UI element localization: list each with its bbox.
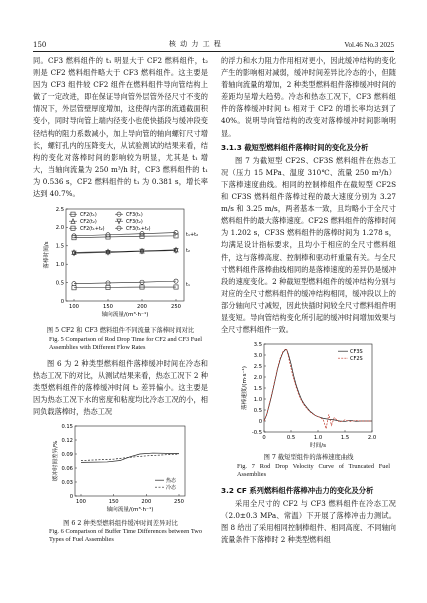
- legend-label: CF2(t₁): [79, 213, 97, 219]
- figure-6-chart: [41, 422, 201, 518]
- figure-6-caption-en: Fig. 6 Comparison of Buffer Time Differences between Two Types of Fuel Assemblies: [49, 528, 202, 544]
- legend-label: CF3(t₁+t₂): [125, 227, 151, 233]
- y-axis-label: 落棒速度/(m·s⁻¹): [241, 366, 248, 411]
- y-tick-label: 0: [60, 298, 64, 305]
- legend-label: CF3S: [349, 349, 363, 356]
- journal-name: 核 动 力 工 程: [168, 40, 222, 48]
- series-line: [74, 236, 176, 238]
- y-tick-label: 2.0: [55, 225, 64, 232]
- figure-5-caption-cn: 图 5 CF2 和 CF3 燃料组件不同流量下落棒时间对比: [46, 327, 195, 335]
- figure-5-caption-en: Fig. 5 Comparison of Rod Drop Time for CF2 and CF3 Fuel Assemblies with Different Flow Rates: [49, 335, 202, 351]
- figure-7-caption-cn: 图 7 截短型组件的落棒速度曲线: [263, 454, 354, 462]
- x-axis-label: 轴向流量/(m³·h⁻¹): [106, 507, 153, 513]
- legend-label: CF2(t₁+t₂): [79, 227, 105, 233]
- volume-issue: Vol.46 No.3 2025: [344, 41, 394, 49]
- figure-5-chart: [36, 203, 206, 325]
- x-tick-label: 150: [108, 499, 119, 505]
- legend-label: CF3(t₂): [125, 220, 143, 226]
- y-tick-label: 0.12: [60, 437, 73, 444]
- page-number: 150: [33, 41, 47, 49]
- x-tick-label: 250: [170, 304, 181, 311]
- x-tick-label: 1.5: [340, 435, 349, 442]
- y-tick-label: 1.5: [253, 385, 262, 392]
- x-tick-label: 200: [136, 304, 147, 311]
- y-tick-label: 1.5: [55, 243, 64, 250]
- legend-label: 热态: [165, 478, 176, 484]
- y-tick-label: 0.5: [55, 280, 64, 287]
- legend-label: CF3(t₁): [125, 213, 143, 219]
- right-column: [221, 55, 396, 546]
- left-column: [33, 55, 208, 550]
- section-heading-3-1-3: 3.1.3 截短型燃料组件落棒时间的变化及分析: [221, 142, 369, 152]
- figure-7-caption-en: Fig. 7 Rod Drop Velocity Curve of Truncated Fuel Assemblies: [237, 462, 390, 478]
- figure-6-caption-cn: 图 6 2 种类型燃料组件缓冲时间差异对比: [63, 520, 178, 527]
- y-tick-label: 0: [69, 493, 73, 500]
- y-tick-label: 0: [258, 418, 262, 425]
- figure-7-chart: [234, 340, 384, 452]
- legend-label: CF2S: [349, 356, 363, 363]
- y-axis-label: 缓冲时间差异/%: [52, 440, 59, 482]
- y-tick-label: 1.0: [253, 396, 262, 403]
- y-tick-label: 0.15: [60, 423, 73, 430]
- body-paragraph: 图 7 为截短型 CF2S、CF3S 燃料组件在热态工况（压力 15 MPa、温度 310℃、流量 250 m³/h）下落棒速度曲线。相同的控制棒组件在截短型 CF2S 和 CF3S 燃料组件落棒过程的最大速度分别为 3.27 m/s 和 3.25 m/s，两者基本一致，且均略小于全尺寸燃料组件的最大落棒速度。CF2S 燃料组件的落棒时间为 1.202 s，CF3S 燃料组件的落棒时间为 1.278 s，均满足设计指标要求，且均小于相应的全尺寸燃料组件，这与落棒高度、控制棒和驱动杆重量有关。与全尺寸燃料组件落棒曲线相同的是落棒速度的差异仍是缓冲段的速度变化。2 种截短型燃料组件的缓冲结构分别与对应的全尺寸燃料组件的缓冲结构相同，缓冲段以上的部分轴向尺寸减短，因此快插时间较全尺寸燃料组件明显变短。导向管结构变化所引起的缓冲时间增加效果与全尺寸燃料组件一致。: [221, 155, 396, 335]
- section-heading-3-2: 3.2 CF 系列燃料组件落棒冲击力的变化及分析: [221, 485, 374, 495]
- series-line: [74, 233, 176, 236]
- x-tick-label: 150: [102, 304, 113, 311]
- y-tick-label: 0.06: [60, 465, 73, 472]
- y-tick-label: 2.0: [253, 374, 262, 381]
- x-tick-label: 0.5: [286, 435, 295, 442]
- curve-label: t₂: [185, 248, 190, 255]
- y-tick-label: 0.5: [253, 407, 262, 414]
- body-paragraph: 同。CF3 燃料组件的 t₁ 明显大于 CF2 燃料组件，t₂ 则是 CF2 燃料组件略大于 CF3 燃料组件。这主要是因为 CF3 组件较 CF2 组件在燃料组件导向管结构上做了一定改进，即在保证导向管外层管外径尺寸不变的情况下，外层管壁厚度增加，这使得内部的流通截面积变小，同时导向管上端内径变小也使快插段与缓冲段变径结构的阻力系数减小，加上导向管的轴向螺钉尺寸增长，螺钉孔内的压降变大，从试验测试的结果来看，结构的变化对落棒时间的影响较为明显，尤其是 t₁ 增大，当轴向流量为 250 m³/h 时，CF3 燃料组件的 t₁ 为 0.536 s，CF2 燃料组件的 t₁ 为 0.381 s，增长率达到 40.7%。: [33, 56, 208, 199]
- curve-label: t₁: [185, 282, 190, 289]
- legend-label: 冷态: [165, 485, 176, 491]
- x-tick-label: 0: [261, 435, 266, 442]
- x-tick-label: 200: [140, 499, 151, 505]
- x-tick-label: 100: [68, 304, 79, 311]
- y-tick-label: 2.5: [55, 206, 64, 213]
- y-tick-label: 0.09: [60, 451, 73, 458]
- y-tick-label: 3.5: [253, 341, 262, 348]
- x-tick-label: 1.0: [313, 435, 322, 442]
- y-tick-label: 3.0: [253, 352, 262, 359]
- y-tick-label: 2.5: [253, 363, 262, 370]
- y-tick-label: -0.5: [251, 429, 262, 436]
- x-axis-label: 轴向流量/(m³·h⁻¹): [101, 312, 148, 319]
- series-line: [74, 287, 176, 288]
- x-tick-label: 2.0: [367, 435, 376, 442]
- y-tick-label: 1.0: [55, 262, 64, 269]
- y-axis-label: 落棒时间/s: [43, 241, 50, 269]
- y-tick-label: 0.03: [60, 479, 73, 486]
- legend-label: CF2(t₂): [79, 220, 97, 226]
- body-paragraph: 采用全尺寸的 CF2 与 CF3 燃料组件在冷态工况（2.0±0.3 MPa、常温）下开展了落棒冲击力测试。图 8 给出了采用相同控制棒组件、相同高度、不同轴向流量条件下落棒时 2 种类型燃料组: [221, 498, 396, 544]
- curve-label: t₁+t₂: [185, 232, 198, 239]
- x-tick-label: 250: [173, 499, 184, 505]
- x-tick-label: 100: [75, 499, 86, 505]
- body-paragraph: 图 6 为 2 种类型燃料组件落棒缓冲时间在冷态和热态工况下的对比，从测试结果来看，热态工况下 2 种类型燃料组件的落棒缓冲时间 t₂ 差异偏小。这主要是因为热态工况下水的密度和粘度均比冷态工况的小，相同负载落棒时，热态工况: [33, 358, 208, 416]
- series-line: [74, 281, 176, 284]
- running-header: [33, 37, 394, 52]
- x-axis-label: 时间/s: [309, 443, 326, 450]
- series-line: [81, 454, 179, 461]
- series-line: [81, 453, 179, 462]
- body-paragraph: 的浮力和水力阻力作用相对更小，因此缓冲结构的变化产生的影响相对减弱，缓冲时间差异比冷态的小，但随着轴向流量的增加，2 种类型燃料组件落棒缓冲时间的差距均呈增大趋势。冷态和热态工况下，CF3 燃料组件的落棒缓冲时间 t₂ 相对于 CF2 的增长率均达到了 40%。说明导向管结构的改变对落棒缓冲时间影响明显。: [221, 56, 396, 138]
